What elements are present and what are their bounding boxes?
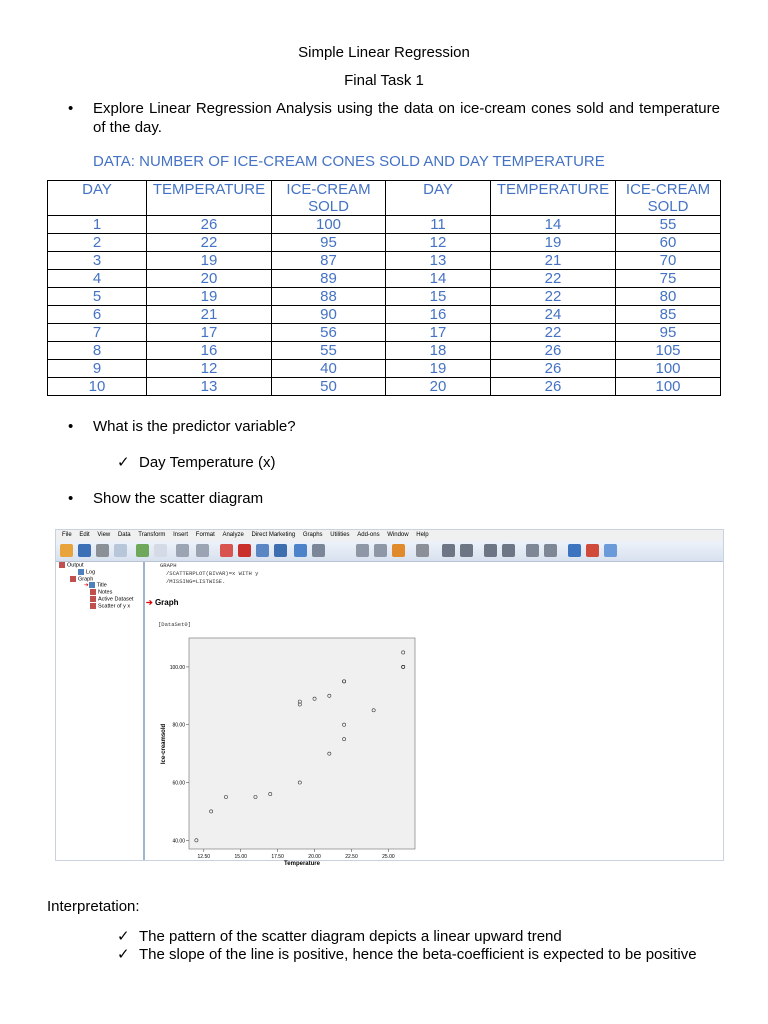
- answer-text: Day Temperature (x): [139, 454, 276, 471]
- plot-area: [189, 638, 415, 849]
- log-icon: [78, 569, 84, 575]
- table-row: [48, 216, 721, 234]
- hide-icon[interactable]: [544, 544, 557, 557]
- table-cell: 22: [491, 270, 616, 288]
- table-cell: 26: [491, 342, 616, 360]
- table-row: [48, 342, 721, 360]
- table-cell: 88: [272, 288, 386, 306]
- spss-outline-pane: [56, 562, 145, 860]
- table-cell: 16: [147, 342, 272, 360]
- check-icon: ✓: [117, 946, 130, 963]
- table-cell: 17: [386, 324, 491, 342]
- table-cell: 19: [386, 360, 491, 378]
- y-tick-label: 60.00: [172, 780, 185, 787]
- table-cell: 6: [48, 306, 147, 324]
- table-cell: 11: [386, 216, 491, 234]
- table-cell: 21: [491, 252, 616, 270]
- x-tick-label: 15.00: [234, 854, 247, 860]
- select-icon[interactable]: [312, 544, 325, 557]
- check-icon: ✓: [117, 928, 130, 945]
- interpretation-point-1: The pattern of the scatter diagram depicts a linear upward trend: [139, 928, 562, 945]
- table-cell: 22: [491, 288, 616, 306]
- chart-icon[interactable]: [294, 544, 307, 557]
- table-row: [48, 360, 721, 378]
- syntax-line-2: /SCATTERPLOT(BIVAR)=x WITH y: [166, 570, 259, 577]
- menu-data[interactable]: Data: [117, 532, 131, 538]
- header-icecream-2-line1: ICE-CREAM: [625, 181, 711, 198]
- designate-window-icon[interactable]: [568, 544, 581, 557]
- table-cell: 7: [48, 324, 147, 342]
- menu-format[interactable]: Format: [195, 532, 215, 538]
- table-cell: 4: [48, 270, 147, 288]
- table-cell: 14: [386, 270, 491, 288]
- header-icecream-1-line2: SOLD: [308, 198, 349, 215]
- table-cell: 56: [272, 324, 386, 342]
- table-cell: 24: [491, 306, 616, 324]
- table-cell: 15: [386, 288, 491, 306]
- table-cell: 8: [48, 342, 147, 360]
- table-cell: 19: [147, 288, 272, 306]
- syntax-line-1: GRAPH: [160, 562, 177, 569]
- nav-log[interactable]: [78, 569, 95, 575]
- table-cell: 75: [616, 270, 721, 288]
- nav-graph-label: Graph: [78, 576, 94, 583]
- header-temperature-2: TEMPERATURE: [491, 181, 616, 216]
- table-cell: 17: [147, 324, 272, 342]
- table-cell: 85: [616, 306, 721, 324]
- menu-help[interactable]: Help: [416, 532, 429, 538]
- table-row: [48, 270, 721, 288]
- header-icecream-1: [272, 181, 386, 216]
- x-tick-label: 12.50: [197, 854, 211, 860]
- y-axis-label: Ice-creamsold: [161, 723, 167, 765]
- nav-notes[interactable]: [90, 589, 112, 595]
- table-cell: 13: [147, 378, 272, 396]
- table-cell: 60: [616, 234, 721, 252]
- expand-icon[interactable]: [484, 544, 497, 557]
- table-icon[interactable]: [274, 544, 287, 557]
- header-day-2: DAY: [386, 181, 491, 216]
- insert-heading-icon[interactable]: [356, 544, 369, 557]
- bullet-dot: •: [68, 418, 74, 435]
- menu-transform[interactable]: Transform: [138, 532, 166, 538]
- open-icon[interactable]: [60, 544, 73, 557]
- x-tick-label: 25.00: [382, 854, 395, 860]
- table-cell: 1: [48, 216, 147, 234]
- demote-icon[interactable]: [460, 544, 473, 557]
- table-cell: 12: [386, 234, 491, 252]
- table-cell: 100: [616, 378, 721, 396]
- header-icecream-1-line1: ICE-CREAM: [286, 181, 371, 198]
- table-cell: 80: [616, 288, 721, 306]
- nav-notes-label: Notes: [98, 589, 113, 596]
- y-tick-label: 80.00: [172, 722, 185, 729]
- header-icecream-2-line2: SOLD: [647, 198, 689, 215]
- header-day-1: DAY: [48, 181, 147, 216]
- insert-title-icon[interactable]: [374, 544, 387, 557]
- table-row: [48, 288, 721, 306]
- question-bullet: What is the predictor variable?: [93, 418, 296, 435]
- table-cell: 26: [491, 378, 616, 396]
- table-cell: 26: [147, 216, 272, 234]
- table-cell: 40: [272, 360, 386, 378]
- variables-icon[interactable]: [256, 544, 269, 557]
- table-cell: 14: [491, 216, 616, 234]
- script-icon[interactable]: [604, 544, 617, 557]
- table-cell: 20: [386, 378, 491, 396]
- table-row: [48, 324, 721, 342]
- redo-icon[interactable]: [196, 544, 209, 557]
- promote-icon[interactable]: [442, 544, 455, 557]
- y-tick-label: 100.00: [169, 664, 185, 671]
- table-cell: 5: [48, 288, 147, 306]
- show-icon[interactable]: [526, 544, 539, 557]
- table-row: [48, 252, 721, 270]
- table-header-row: [48, 181, 721, 216]
- y-tick-label: 40.00: [172, 838, 185, 845]
- nav-title[interactable]: [84, 582, 107, 588]
- graph-arrow-icon: ➔: [146, 598, 153, 607]
- collapse-icon[interactable]: [502, 544, 515, 557]
- menu-analyze[interactable]: Analyze: [222, 532, 244, 538]
- preview-icon[interactable]: [114, 544, 127, 557]
- x-tick-label: 20.00: [308, 854, 321, 860]
- table-cell: 90: [272, 306, 386, 324]
- table-cell: 22: [147, 234, 272, 252]
- table-cell: 55: [616, 216, 721, 234]
- table-cell: 12: [147, 360, 272, 378]
- scatter-bullet: Show the scatter diagram: [93, 490, 264, 507]
- interpretation-label: Interpretation:: [47, 898, 140, 915]
- print-icon[interactable]: [96, 544, 109, 557]
- nav-scatter[interactable]: [90, 603, 130, 609]
- goto-case-icon[interactable]: [238, 544, 251, 557]
- menu-view[interactable]: View: [97, 532, 111, 538]
- dataset-label: [DataSet0]: [158, 621, 192, 628]
- data-heading: DATA: NUMBER OF ICE-CREAM CONES SOLD AND DAY TEMPERATURE: [93, 153, 605, 170]
- table-cell: 87: [272, 252, 386, 270]
- bullet-dot: •: [68, 100, 74, 117]
- check-icon: ✓: [117, 454, 130, 471]
- table-cell: 100: [616, 360, 721, 378]
- x-tick-label: 17.50: [271, 854, 284, 860]
- export-icon[interactable]: [136, 544, 149, 557]
- table-cell: 16: [386, 306, 491, 324]
- table-cell: 55: [272, 342, 386, 360]
- nav-active-dataset[interactable]: [90, 596, 133, 602]
- nav-scatter-label: Scatter of y x: [98, 603, 131, 610]
- table-cell: 9: [48, 360, 147, 378]
- pivot-icon[interactable]: [586, 544, 599, 557]
- table-cell: 22: [491, 324, 616, 342]
- graph-folder-icon: [70, 576, 76, 582]
- nav-log-label: Log: [86, 569, 96, 576]
- menu-file[interactable]: File: [62, 532, 72, 538]
- menu-edit[interactable]: Edit: [79, 532, 90, 538]
- table-cell: 19: [147, 252, 272, 270]
- x-tick-label: 22.50: [345, 854, 358, 860]
- header-icecream-2: [616, 181, 721, 216]
- table-cell: 21: [147, 306, 272, 324]
- data-table: [47, 180, 721, 396]
- output-folder-icon: [59, 562, 65, 568]
- table-row: [48, 234, 721, 252]
- table-cell: 20: [147, 270, 272, 288]
- output-icon[interactable]: [416, 544, 429, 557]
- menu-addons[interactable]: Add-ons: [357, 532, 380, 538]
- undo-icon[interactable]: [176, 544, 189, 557]
- title-icon: [89, 582, 95, 588]
- doc-subtitle: Final Task 1: [344, 72, 424, 89]
- table-cell: 95: [616, 324, 721, 342]
- doc-title: Simple Linear Regression: [298, 44, 470, 61]
- table-cell: 3: [48, 252, 147, 270]
- table-cell: 26: [491, 360, 616, 378]
- table-cell: 2: [48, 234, 147, 252]
- table-cell: 95: [272, 234, 386, 252]
- table-row: [48, 306, 721, 324]
- spss-output-window: [55, 529, 724, 867]
- nav-active-dataset-label: Active Dataset: [98, 596, 134, 603]
- dataset-icon: [90, 596, 96, 602]
- spss-content-pane: [146, 562, 723, 867]
- bullet-dot: •: [68, 490, 74, 507]
- nav-output-label: Output: [67, 562, 84, 569]
- table-cell: 10: [48, 378, 147, 396]
- table-cell: 19: [491, 234, 616, 252]
- table-cell: 13: [386, 252, 491, 270]
- scatter-icon: [90, 603, 96, 609]
- menu-insert[interactable]: Insert: [173, 532, 189, 538]
- goto-data-icon[interactable]: [220, 544, 233, 557]
- syntax-line-3: /MISSING=LISTWISE.: [166, 578, 226, 585]
- save-icon[interactable]: [78, 544, 91, 557]
- x-axis-label: Temperature: [284, 861, 320, 867]
- spss-menubar: [56, 530, 723, 541]
- notes-icon: [90, 589, 96, 595]
- table-cell: 50: [272, 378, 386, 396]
- intro-bullet: Explore Linear Regression Analysis using the data on ice-cream cones sold and temperature of the day.: [93, 100, 720, 136]
- recall-dialog-icon[interactable]: [154, 544, 167, 557]
- interpretation-point-2: The slope of the line is positive, hence the beta-coefficient is expected to be positive: [139, 946, 697, 963]
- header-temperature-1: TEMPERATURE: [147, 181, 272, 216]
- nav-output[interactable]: [59, 562, 84, 568]
- spss-toolbar: [56, 541, 723, 562]
- nav-title-label: Title: [96, 582, 107, 589]
- table-row: [48, 378, 721, 396]
- table-cell: 89: [272, 270, 386, 288]
- menu-direct-marketing[interactable]: Direct Marketing: [251, 532, 296, 538]
- insert-text-icon[interactable]: [392, 544, 405, 557]
- table-cell: 100: [272, 216, 386, 234]
- current-arrow-icon: ➔: [84, 582, 89, 589]
- menu-utilities[interactable]: Utilities: [330, 532, 350, 538]
- scatter-plot: [146, 562, 723, 867]
- menu-window[interactable]: Window: [387, 532, 409, 538]
- table-cell: 70: [616, 252, 721, 270]
- menu-graphs[interactable]: Graphs: [302, 532, 323, 538]
- table-cell: 18: [386, 342, 491, 360]
- table-cell: 105: [616, 342, 721, 360]
- graph-heading-label: Graph: [154, 598, 179, 607]
